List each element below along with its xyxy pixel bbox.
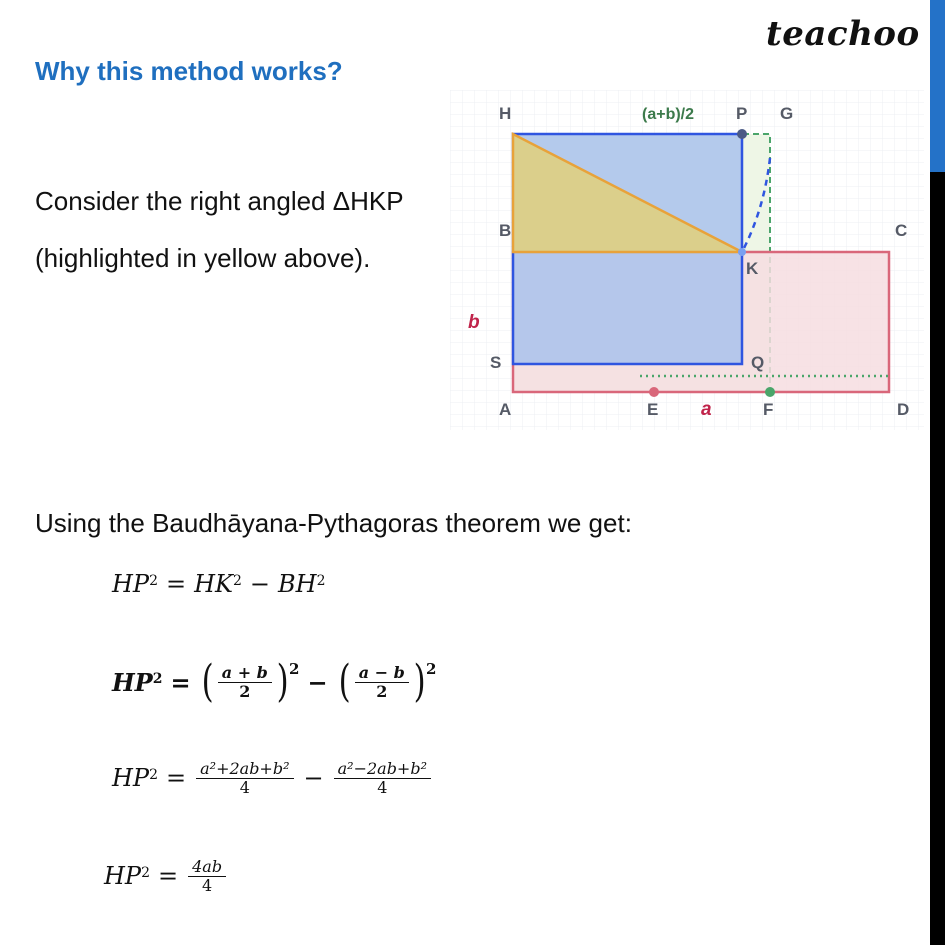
eq3-lhs-exp: 2 xyxy=(149,767,158,784)
eq2-paren-open-2: ( xyxy=(338,656,351,707)
eq1-term1: HK xyxy=(194,570,233,598)
eq1-term1-exp: 2 xyxy=(232,573,242,589)
eq3-minus: − xyxy=(303,764,324,793)
point-f xyxy=(765,387,775,397)
eq1-lhs: HP xyxy=(112,570,150,598)
eq1-term2-exp: 2 xyxy=(316,573,326,589)
eq4-lhs: HP xyxy=(104,862,142,891)
label-half-sum: (a+b)/2 xyxy=(642,106,695,123)
eq2-lhs: HP xyxy=(112,667,153,697)
eq3-equals: = xyxy=(166,764,187,793)
geometry-figure xyxy=(450,90,924,430)
eq4-equals: = xyxy=(158,862,179,891)
label-p: P xyxy=(736,104,748,123)
label-side-b: b xyxy=(468,312,480,333)
eq3-fraction-1 xyxy=(196,760,293,796)
equation-3 xyxy=(112,760,433,796)
eq2-p1-exp: 2 xyxy=(289,660,300,678)
eq2-paren-close-2: ) xyxy=(413,656,426,707)
eq2-fraction-1 xyxy=(218,664,272,700)
eq2-equals: = xyxy=(170,667,191,697)
brand-logo: teachoo xyxy=(766,14,920,54)
equation-1 xyxy=(112,570,326,598)
eq1-minus: − xyxy=(249,570,270,598)
eq3-f1-den: 4 xyxy=(239,777,250,797)
label-q: Q xyxy=(751,353,765,372)
eq4-fraction xyxy=(188,858,226,894)
label-c: C xyxy=(895,221,908,240)
label-g: G xyxy=(780,104,794,123)
label-h: H xyxy=(499,104,512,123)
sidebar-accent xyxy=(930,0,945,172)
eq2-lhs-exp: 2 xyxy=(152,671,163,687)
eq3-f1-num: a²+2ab+b² xyxy=(196,760,293,779)
eq4-lhs-exp: 2 xyxy=(141,865,150,882)
point-e xyxy=(649,387,659,397)
eq2-f1-num: a + b xyxy=(218,664,272,683)
eq2-paren-open-1: ( xyxy=(201,656,214,707)
eq3-f2-den: 4 xyxy=(377,777,388,797)
eq2-p2-exp: 2 xyxy=(426,660,437,678)
eq2-paren-close-1: ) xyxy=(276,656,289,707)
eq2-f2-den: 2 xyxy=(376,681,388,701)
label-a-point: A xyxy=(499,400,512,419)
eq2-f1-den: 2 xyxy=(239,681,251,701)
eq1-lhs-exp: 2 xyxy=(149,573,158,589)
label-e: E xyxy=(647,400,659,419)
paragraph-theorem: Using the Baudhāyana-Pythagoras theorem we get: xyxy=(35,508,632,538)
eq2-fraction-2 xyxy=(355,664,409,700)
point-p xyxy=(737,129,747,139)
label-f: F xyxy=(763,400,774,419)
eq3-lhs: HP xyxy=(112,764,150,793)
eq2-minus: − xyxy=(307,667,328,697)
paragraph-consider: Consider the right angled ΔHKP xyxy=(35,186,404,216)
label-k: K xyxy=(746,259,759,278)
page-heading: Why this method works? xyxy=(35,56,343,86)
eq2-f2-num: a − b xyxy=(355,664,409,683)
label-d: D xyxy=(897,400,910,419)
eq3-f2-num: a²−2ab+b² xyxy=(334,760,431,779)
eq3-fraction-2 xyxy=(334,760,431,796)
equation-4 xyxy=(104,858,228,894)
label-side-a: a xyxy=(701,399,712,420)
eq4-den: 4 xyxy=(202,875,213,895)
label-b: B xyxy=(499,221,512,240)
eq4-num: 4ab xyxy=(188,858,226,877)
point-k xyxy=(738,248,746,256)
eq1-equals: = xyxy=(166,570,187,598)
equation-2 xyxy=(112,656,437,707)
eq1-term2: BH xyxy=(278,570,317,598)
paragraph-highlighted: (highlighted in yellow above). xyxy=(35,243,371,273)
label-s: S xyxy=(490,353,502,372)
